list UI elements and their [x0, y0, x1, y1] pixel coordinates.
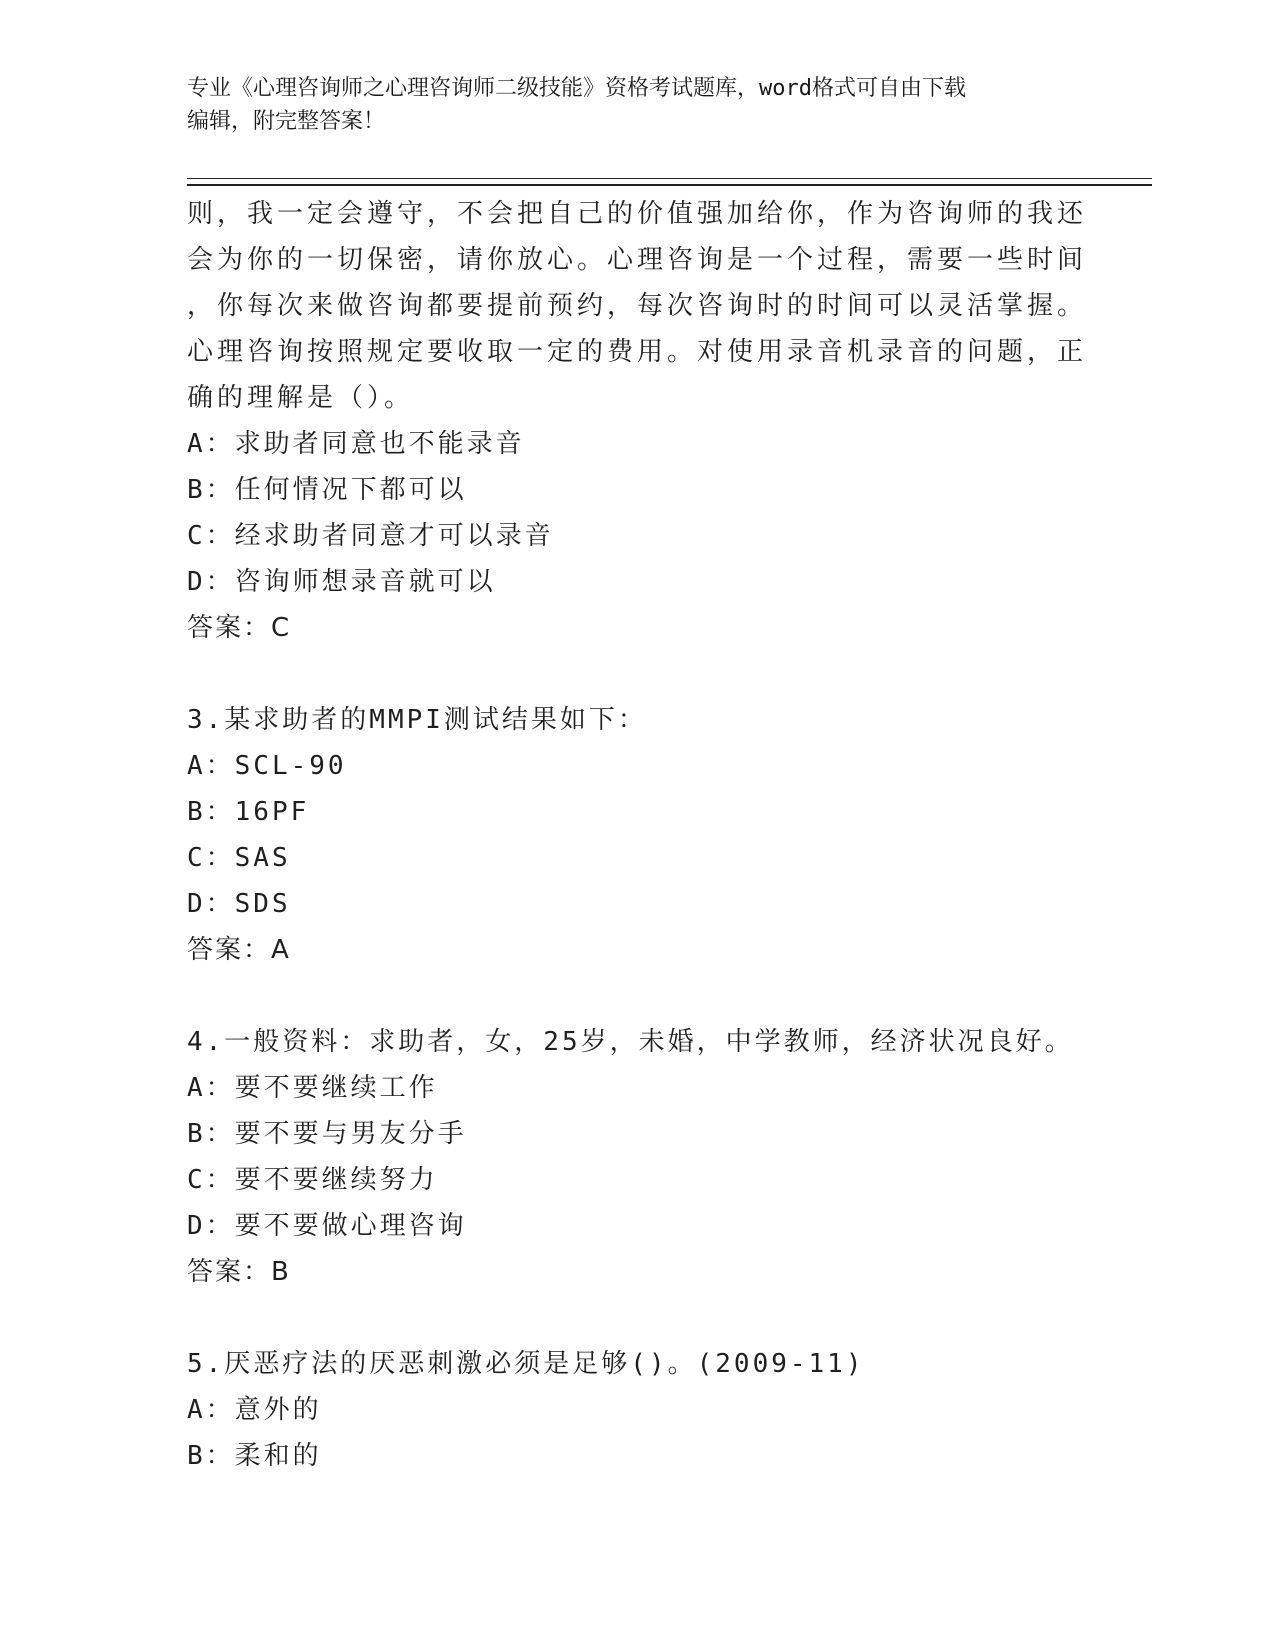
document-header [187, 72, 1067, 138]
option-c: C：经求助者同意才可以录音 [187, 521, 554, 551]
question-5-stem: 5.厌恶疗法的厌恶刺激必须是足够()。(2009-11) [187, 1349, 865, 1379]
question-5 [187, 1341, 1087, 1479]
answer-label: 答案：A [187, 935, 291, 965]
question-2-text-line: ，你每次来做咨询都要提前预约，每次咨询时的时间可以灵活掌握。 [187, 291, 1088, 321]
question-2-text-line: 则，我一定会遵守，不会把自己的价值强加给你，作为咨询师的我还 [187, 199, 1088, 229]
question-3-stem: 3.某求助者的MMPI测试结果如下： [187, 705, 647, 735]
option-a: A：求助者同意也不能录音 [187, 429, 525, 459]
question-2-text-line: 确的理解是（）。 [187, 383, 415, 413]
option-a: A：要不要继续工作 [187, 1073, 438, 1103]
option-b: B：柔和的 [187, 1441, 322, 1471]
header-divider-thin [187, 178, 1152, 179]
answer-label: 答案：B [187, 1257, 291, 1287]
option-d: D：咨询师想录音就可以 [187, 567, 496, 597]
question-2-text-line: 会为你的一切保密，请你放心。心理咨询是一个过程，需要一些时间 [187, 245, 1088, 275]
question-4 [187, 1019, 1087, 1295]
question-3 [187, 697, 1087, 973]
option-c: C：SAS [187, 843, 291, 873]
question-4-stem: 4.一般资料：求助者，女，25岁，未婚，中学教师，经济状况良好。 [187, 1027, 1074, 1057]
answer-label: 答案：C [187, 613, 292, 643]
option-b: B：任何情况下都可以 [187, 475, 467, 505]
spacer [187, 973, 1087, 1019]
question-2-text-line: 心理咨询按照规定要收取一定的费用。对使用录音机录音的问题，正 [187, 337, 1088, 367]
spacer [187, 651, 1087, 697]
spacer [187, 1295, 1087, 1341]
option-c: C：要不要继续努力 [187, 1165, 438, 1195]
header-line-2: 编辑，附完整答案！ [187, 109, 386, 134]
option-b: B：16PF [187, 797, 310, 827]
option-d: D：要不要做心理咨询 [187, 1211, 467, 1241]
header-line-1: 专业《心理咨询师之心理咨询师二级技能》资格考试题库，word格式可自由下载 [187, 76, 966, 101]
option-a: A：SCL-90 [187, 751, 347, 781]
question-2 [187, 191, 1087, 651]
question-content [187, 191, 1087, 1479]
option-d: D：SDS [187, 889, 291, 919]
option-a: A：意外的 [187, 1395, 322, 1425]
option-b: B：要不要与男友分手 [187, 1119, 467, 1149]
header-divider-thick [187, 184, 1152, 186]
